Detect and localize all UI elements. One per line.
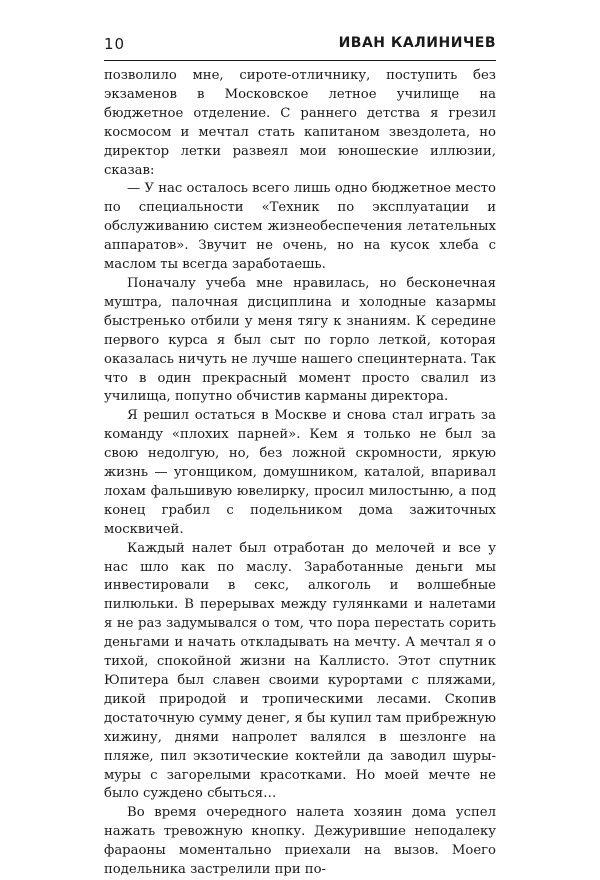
paragraph: Я решил остаться в Москве и снова стал играть за команду «плохих парней». Кем я только не был за свою недолгую, но, без ложной скромности, яркую жизнь — угонщиком, домушником, каталой, впаривал лохам фальшивую ювелирку, просил милостыню, а под конец грабил с подельником дома зажиточных москвичей. — [104, 408, 496, 537]
body-text — [104, 67, 496, 880]
paragraph-dialogue: — У нас осталось всего лишь одно бюджетное место по специальности «Техник по эксплуатации и обслуживанию систем жизнеобеспечения летательных аппаратов». Звучит не очень, но на кусок хлеба с маслом ты всегда заработаешь. — [104, 181, 496, 273]
page-header — [104, 35, 496, 57]
header-rule — [104, 60, 496, 61]
paragraph-continuation: позволило мне, сироте-отличнику, поступить без экзаменов в Московское летное училище на бюджетное отделение. С раннего детства я грезил космосом и мечтал стать капитаном звездолета, но директор летки развеял мои юношеские иллюзии, сказав: — [104, 68, 496, 178]
paragraph: Каждый налет был отработан до мелочей и все у нас шло как по маслу. Заработанные деньги мы инвестировали в секс, алкоголь и волшебные пилюльки. В перерывах между гулянками и налетами я не раз задумывался о том, что пора перестать сорить деньгами и начать откладывать на мечту. А мечтал я о тихой, спокойной жизни на Каллисто. Этот спутник Юпитера был славен своими курортами с пляжами, дикой природой и тропическими лесами. Скопив достаточную сумму денег, я бы купил там прибрежную хижину, днями напролет валялся в шезлонге на пляже, пил экзотические коктейли да заводил шуры-муры с загорелыми красотками. Но моей мечте не было суждено сбыться… — [104, 540, 496, 802]
running-head-author: ИВАН КАЛИНИЧЕВ — [338, 35, 496, 51]
page-number: 10 — [104, 35, 126, 53]
paragraph: Во время очередного налета хозяин дома успел нажать тревожную кнопку. Дежурившие неподалеку фараоны моментально приехали на вызов. Моего подельника застрелили при по- — [104, 805, 496, 878]
paragraph: Поначалу учеба мне нравилась, но бесконечная муштра, палочная дисциплина и холодные казармы быстренько отбили у меня тягу к знаниям. К середине первого курса я был сыт по горло леткой, которая оказалась ничуть не лучше нашего специнтерната. Так что в один прекрасный момент просто свалил из училища, попутно обчистив карманы директора. — [104, 275, 496, 405]
